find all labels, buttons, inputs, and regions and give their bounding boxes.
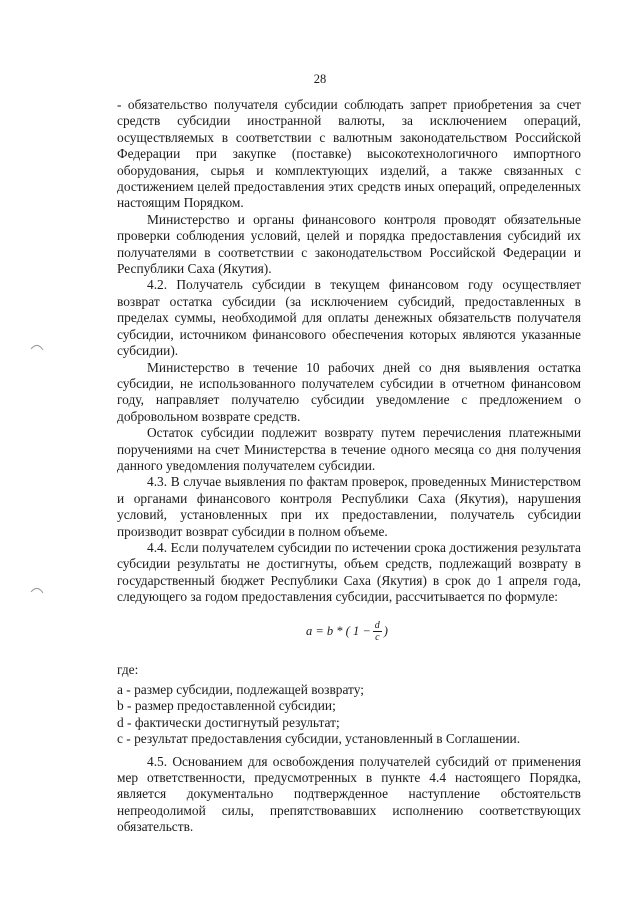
- definition-item: с - результат предоставления субсидии, установленный в Соглашении.: [117, 731, 521, 747]
- definition-item: b - размер предоставленной субсидии;: [117, 698, 336, 714]
- formula-fraction: [373, 620, 382, 643]
- margin-mark-icon: [30, 343, 44, 351]
- definition-item: а - размер субсидии, подлежащей возврату;: [117, 682, 364, 697]
- formula-rhs: ): [383, 623, 388, 638]
- paragraph: 4.3. В случае выявления по фактам проверок, проведенных Министерством и органами финансового контроля Республики Саха (Якутия), нарушения условий, установленных при их предоставлении, получатель субсидии производит возврат субсидии в полном объеме.: [117, 474, 581, 539]
- paragraph: Министерство в течение 10 рабочих дней со дня выявления остатка субсидии, не использованного получателем субсидии в отчетном финансовом году, направляет получателю субсидии уведомление с предложением о добровольном возврате средств.: [117, 359, 581, 424]
- where-label: где:: [117, 661, 139, 677]
- margin-mark-icon: [30, 586, 44, 594]
- paragraph: 4.2. Получатель субсидии в текущем финансовом году осуществляет возврат остатка субсидии (за исключением субсидий, предоставленных в пределах суммы, необходимой для оплаты денежных обязательств получателя субсидии, источником финансового обеспечения которых являются указанные субсидии).: [117, 277, 581, 359]
- paragraph: - обязательство получателя субсидии соблюдать запрет приобретения за счет средств субсидии иностранной валюты, за исключением операций, осуществляемых в соответствии с валютным законодательством Российской Федерации при закупке (поставке) высокотехнологичного импортного оборудования, сырья и комплектующих изделий, а также связанных с достижением целей предоставления этих средств иных операций, определенных настоящим Порядком.: [117, 97, 581, 211]
- definition-item: d - фактически достигнутый результат;: [117, 714, 340, 730]
- paragraph: 4.5. Основанием для освобождения получателей субсидий от применения мер ответственности, предусмотренных в пункте 4.4 настоящего Порядка, является документально подтвержденное наступление обстоятельств непреодолимой силы, препятствовавших исполнению соответствующих обязательств.: [117, 753, 581, 835]
- page-number: 28: [313, 72, 327, 86]
- formula-lhs: a = b * ( 1 −: [306, 623, 371, 638]
- paragraph: 4.4. Если получателем субсидии по истечении срока достижения результата субсидии результаты не достигнуты, объем средств, подлежащий возврату в государственный бюджет Республики Саха (Якутия) в срок до 1 апреля года, следующего за годом предоставления субсидии, рассчитывается по формуле:: [117, 539, 581, 605]
- refund-formula: [117, 612, 581, 656]
- formula-denominator: c: [375, 631, 380, 643]
- formula-numerator: d: [374, 619, 380, 631]
- definitions-list: [117, 682, 581, 748]
- document-body: [117, 97, 581, 836]
- paragraph: Министерство и органы финансового контроля проводят обязательные проверки соблюдения условий, целей и порядка предоставления субсидий их получателями в соответствии с законодательством Российской Федерации и Республики Саха (Якутия).: [117, 211, 581, 277]
- paragraph: Остаток субсидии подлежит возврату путем перечисления платежными поручениями на счет Министерства в течение одного месяца со дня получения данного уведомления получателем субсидии.: [117, 425, 581, 473]
